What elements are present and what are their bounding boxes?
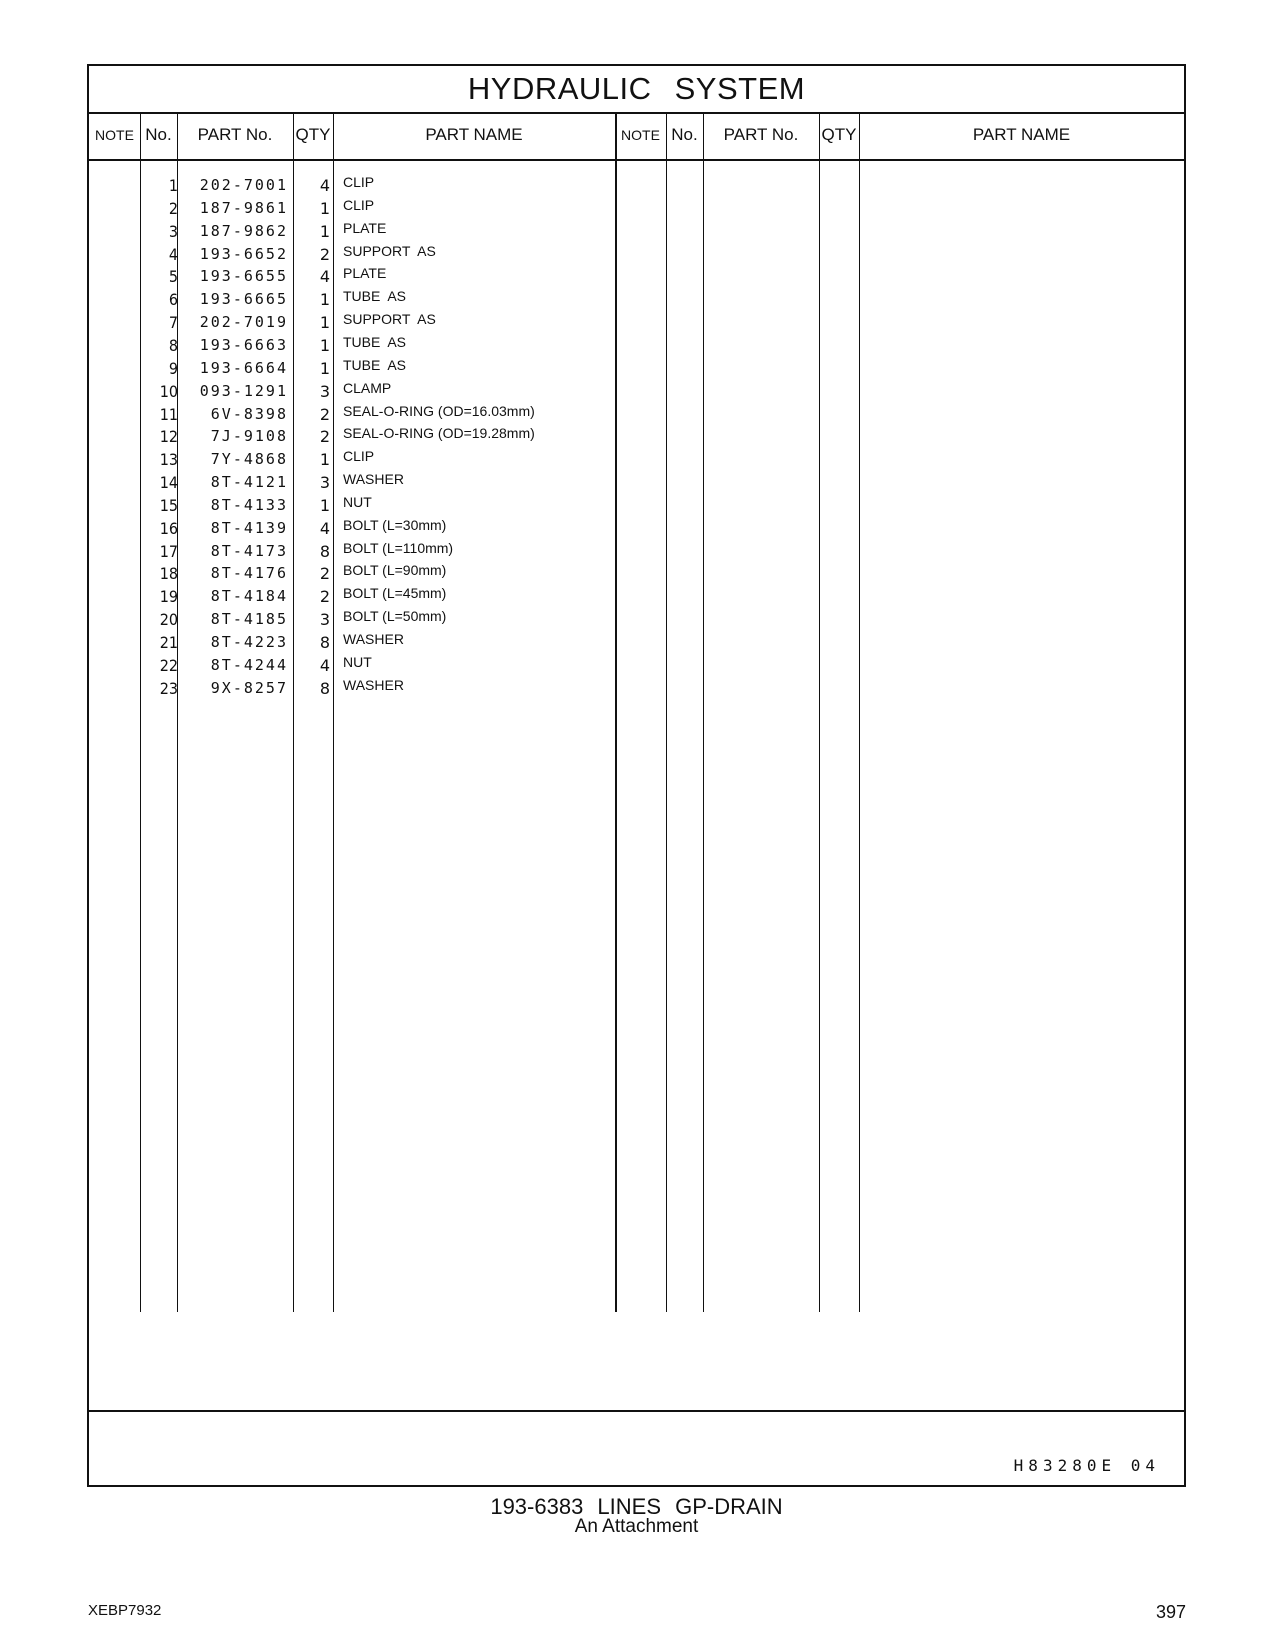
item-number: 2 bbox=[168, 198, 178, 218]
part-number: 187-9861 bbox=[199, 198, 288, 217]
part-name: PLATE bbox=[343, 265, 387, 282]
quantity: 1 bbox=[319, 335, 330, 355]
part-name: BOLT (L=90mm) bbox=[343, 562, 447, 579]
item-number: 12 bbox=[159, 427, 178, 447]
table-row bbox=[89, 402, 1184, 428]
page-title: HYDRAULIC SYSTEM bbox=[467, 71, 806, 106]
header-qty-right: QTY bbox=[821, 125, 857, 144]
part-name: SEAL-O-RING (OD=19.28mm) bbox=[343, 425, 535, 442]
part-number: 202-7001 bbox=[199, 176, 288, 194]
item-number: 3 bbox=[168, 221, 178, 241]
part-name: SUPPORT AS bbox=[343, 242, 436, 259]
part-number: 9X-8257 bbox=[210, 678, 288, 697]
item-number: 1 bbox=[168, 176, 178, 195]
header-part-name-right: PART NAME bbox=[972, 125, 1071, 144]
part-number: 8T-4139 bbox=[210, 518, 288, 537]
table-row bbox=[89, 633, 1184, 656]
quantity: 4 bbox=[319, 655, 330, 675]
document-code: H83280E 04 bbox=[1013, 1456, 1160, 1475]
part-number: 8T-4176 bbox=[210, 564, 288, 583]
item-number: 22 bbox=[159, 655, 178, 675]
part-number: 8T-4223 bbox=[210, 633, 288, 651]
item-number: 20 bbox=[159, 610, 178, 630]
quantity: 2 bbox=[319, 404, 330, 424]
quantity: 4 bbox=[319, 176, 330, 195]
table-row bbox=[89, 219, 1184, 245]
part-number: 8T-4173 bbox=[210, 541, 288, 560]
item-number: 14 bbox=[159, 473, 178, 493]
assembly-title: 193-6383 LINES GP-DRAIN bbox=[490, 1494, 783, 1519]
item-number: 21 bbox=[159, 633, 178, 652]
part-name: WASHER bbox=[343, 631, 404, 647]
quantity: 4 bbox=[319, 267, 330, 287]
item-number: 13 bbox=[159, 450, 178, 470]
part-name: CLIP bbox=[343, 174, 375, 190]
table-row bbox=[89, 313, 1184, 336]
quantity: 3 bbox=[319, 381, 330, 401]
item-number: 8 bbox=[168, 335, 178, 355]
part-name: BOLT (L=50mm) bbox=[343, 608, 447, 625]
header-note-right: NOTE bbox=[621, 127, 660, 143]
item-number: 11 bbox=[159, 404, 178, 424]
table-row bbox=[89, 610, 1184, 633]
item-number: 15 bbox=[159, 495, 178, 515]
quantity: 2 bbox=[319, 587, 330, 607]
table-row bbox=[89, 333, 1184, 359]
part-name: BOLT (L=110mm) bbox=[343, 539, 454, 556]
table-row bbox=[89, 493, 1184, 519]
part-number: 8T-4244 bbox=[210, 655, 288, 674]
part-name: SUPPORT AS bbox=[343, 311, 436, 328]
part-number: 193-6652 bbox=[199, 244, 288, 263]
table-row bbox=[89, 676, 1184, 702]
table-row bbox=[89, 587, 1184, 610]
header-no-left: No. bbox=[145, 125, 172, 144]
part-name: CLIP bbox=[343, 448, 375, 465]
item-number: 10 bbox=[159, 381, 178, 401]
quantity: 8 bbox=[319, 633, 330, 652]
item-number: 4 bbox=[168, 244, 178, 264]
quantity: 2 bbox=[319, 244, 330, 264]
part-number: 193-6663 bbox=[199, 335, 288, 354]
part-number: 193-6664 bbox=[199, 358, 288, 377]
part-number: 7Y-4868 bbox=[210, 450, 288, 469]
assembly-subtitle: An Attachment bbox=[574, 1516, 699, 1537]
quantity: 2 bbox=[319, 427, 330, 447]
table-row bbox=[89, 653, 1184, 679]
item-number: 9 bbox=[168, 358, 178, 378]
part-number: 8T-4121 bbox=[210, 473, 288, 492]
part-name: NUT bbox=[343, 653, 372, 670]
header-no-right: No. bbox=[671, 125, 698, 144]
header-part-no-right: PART No. bbox=[723, 125, 799, 144]
part-number: 093-1291 bbox=[199, 381, 288, 400]
part-number: 8T-4185 bbox=[210, 610, 288, 629]
part-name: TUBE AS bbox=[343, 333, 407, 350]
table-row bbox=[89, 242, 1184, 268]
part-name: WASHER bbox=[343, 471, 404, 488]
title-bar bbox=[89, 66, 1184, 114]
quantity: 8 bbox=[319, 541, 330, 561]
part-number: 193-6655 bbox=[199, 267, 288, 286]
part-name: BOLT (L=45mm) bbox=[343, 585, 447, 602]
part-name: SEAL-O-RING (OD=16.03mm) bbox=[343, 402, 535, 419]
part-name: CLIP bbox=[343, 196, 375, 213]
table-row bbox=[89, 516, 1184, 542]
header-note-left: NOTE bbox=[95, 127, 134, 143]
item-number: 16 bbox=[159, 518, 178, 538]
quantity: 1 bbox=[319, 450, 330, 470]
quantity: 1 bbox=[319, 358, 330, 378]
page-number: 397 bbox=[1155, 1602, 1186, 1622]
part-name: BOLT (L=30mm) bbox=[343, 516, 447, 533]
part-name: WASHER bbox=[343, 676, 404, 693]
table-row bbox=[89, 196, 1184, 222]
header-part-name-left: PART NAME bbox=[425, 125, 523, 144]
item-number: 19 bbox=[159, 587, 178, 607]
item-number: 18 bbox=[159, 564, 178, 584]
quantity: 3 bbox=[319, 610, 330, 630]
table-row bbox=[89, 176, 1184, 199]
item-number: 7 bbox=[168, 313, 178, 333]
part-name: TUBE AS bbox=[343, 356, 407, 373]
quantity: 8 bbox=[319, 678, 330, 698]
quantity: 4 bbox=[319, 518, 330, 538]
part-number: 193-6665 bbox=[199, 290, 288, 309]
parts-table bbox=[87, 64, 1186, 1487]
part-name: TUBE AS bbox=[343, 288, 407, 305]
part-name: NUT bbox=[343, 493, 372, 510]
table-row bbox=[89, 356, 1184, 382]
part-name: CLAMP bbox=[343, 379, 392, 396]
table-row bbox=[89, 290, 1184, 313]
table-row bbox=[89, 539, 1184, 565]
header-part-no-left: PART No. bbox=[197, 125, 273, 144]
quantity: 1 bbox=[319, 495, 330, 515]
part-name: PLATE bbox=[343, 219, 387, 236]
table-row bbox=[89, 427, 1184, 450]
part-number: 8T-4133 bbox=[210, 495, 288, 514]
table-bottom-rule bbox=[89, 1410, 1184, 1412]
quantity: 1 bbox=[319, 198, 330, 218]
quantity: 1 bbox=[319, 290, 330, 310]
table-header-row bbox=[89, 112, 1184, 161]
part-number: 6V-8398 bbox=[210, 404, 288, 423]
quantity: 1 bbox=[319, 221, 330, 241]
quantity: 2 bbox=[319, 564, 330, 584]
quantity: 1 bbox=[319, 313, 330, 333]
part-number: 7J-9108 bbox=[210, 427, 288, 446]
table-row bbox=[89, 473, 1184, 496]
item-number: 23 bbox=[159, 678, 178, 698]
item-number: 5 bbox=[168, 267, 178, 287]
quantity: 3 bbox=[319, 473, 330, 493]
table-row bbox=[89, 450, 1184, 473]
header-qty-left: QTY bbox=[295, 125, 331, 144]
table-row bbox=[89, 564, 1184, 587]
item-number: 17 bbox=[159, 541, 178, 561]
table-row bbox=[89, 379, 1184, 405]
part-number: 202-7019 bbox=[199, 313, 288, 332]
publication-code: XEBP7932 bbox=[88, 1602, 162, 1619]
item-number: 6 bbox=[168, 290, 178, 310]
part-number: 8T-4184 bbox=[210, 587, 288, 606]
part-number: 187-9862 bbox=[199, 221, 288, 240]
table-row bbox=[89, 267, 1184, 290]
